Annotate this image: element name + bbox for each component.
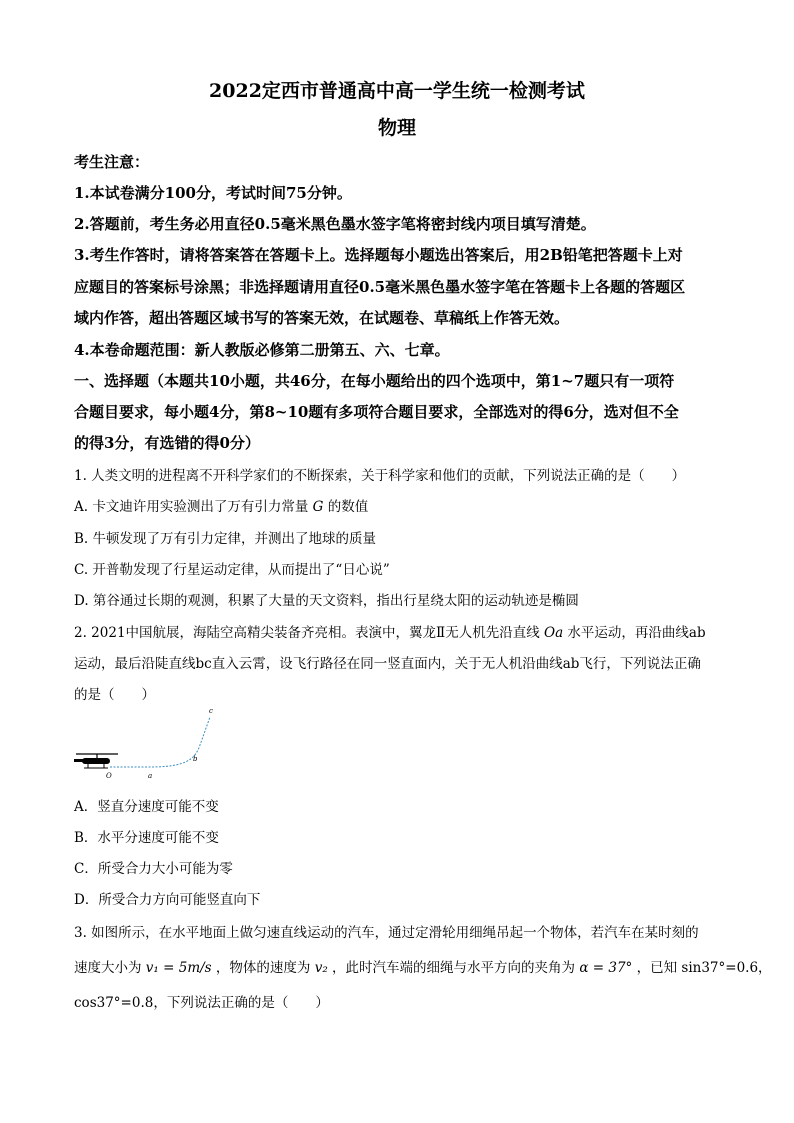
exam-title: 2022定西市普通高中高一学生统一检测考试: [209, 80, 585, 102]
figure-label-a: a: [148, 772, 153, 780]
q2-option-d: D．所受合力方向可能竖直向下: [74, 892, 261, 908]
q3-v2: v₂: [314, 960, 328, 976]
q3-text-3: ，此时汽车端的细绳与水平方向的夹角为: [332, 960, 576, 976]
drone-path-figure: [70, 705, 230, 785]
section1-line-3: 的得3分，有选错的得0分）: [74, 434, 260, 452]
section1-line-2: 合题目要求，每小题4分，第8~10题有多项符合题目要求，全部选对的得6分，选对但不全: [74, 403, 679, 421]
q3-stem-line-2: [74, 956, 772, 976]
q3-alpha: α = 37°: [579, 960, 633, 976]
q3-v1: v₁ = 5m/s: [145, 960, 212, 976]
q1-option-a-text: A. 卡文迪许用实验测出了万有引力常量: [74, 499, 309, 515]
notice-item-3-cont2: 域内作答，超出答题区域书写的答案无效，在试题卷、草稿纸上作答无效。: [74, 309, 570, 327]
q2-option-b: B．水平分速度可能不变: [74, 830, 219, 846]
notice-heading: 考生注意：: [74, 153, 150, 171]
q2-stem-var: Oa: [544, 625, 564, 641]
figure-label-o: O: [106, 772, 112, 780]
q1-option-b: B. 牛顿发现了万有引力定律，并测出了地球的质量: [74, 531, 377, 547]
notice-item-1: 1.本试卷满分100分，考试时间75分钟。: [74, 184, 352, 202]
figure-label-c: c: [209, 707, 213, 715]
q1-option-a-var: G: [312, 499, 324, 515]
q2-stem-text-end: 水平运动，再沿曲线ab: [567, 625, 706, 641]
subject-title: 物理: [377, 117, 416, 139]
notice-item-3-cont: 应题目的答案标号涂黑；非选择题请用直径0.5毫米黑色墨水签字笔在答题卡上各题的答题区: [74, 278, 686, 296]
q1-stem: 1. 人类文明的进程离不开科学家们的不断探索，关于科学家和他们的贡献，下列说法正确的是（ ）: [74, 468, 686, 484]
q1-option-a-text-end: 的数值: [327, 499, 369, 515]
q3-text-4: ，已知 sin37°=0.6，: [636, 960, 772, 976]
q2-option-c: C．所受合力大小可能为零: [74, 861, 233, 877]
notice-item-4: 4.本卷命题范围：新人教版必修第二册第五、六、七章。: [74, 341, 450, 359]
drone-icon: [74, 754, 118, 768]
q2-stem-line-3: 的是（ ）: [74, 687, 155, 703]
q2-option-a: A．竖直分速度可能不变: [74, 799, 219, 815]
q3-text-1: 速度大小为: [74, 960, 142, 976]
q2-stem-line-2: 运动，最后沿陡直线bc直入云霄，设飞行路径在同一竖直面内，关于无人机沿曲线ab飞行，下列说法正确: [74, 656, 701, 672]
notice-item-3: 3.考生作答时，请将答案答在答题卡上。选择题每小题选出答案后，用2B铅笔把答题卡上对: [74, 246, 683, 264]
q1-option-a: [74, 495, 368, 515]
section1-line-1: 一、选择题（本题共10小题，共46分，在每小题给出的四个选项中，第1~7题只有一项符: [74, 372, 675, 390]
figure-label-b: b: [193, 755, 198, 763]
q3-stem-line-3: cos37°=0.8，下列说法正确的是（ ）: [74, 995, 329, 1011]
q3-stem-line-1: 3. 如图所示，在水平地面上做匀速直线运动的汽车，通过定滑轮用细绳吊起一个物体，若汽车在某时刻的: [74, 925, 699, 941]
notice-item-2: 2.答题前，考生务必用直径0.5毫米黑色墨水签字笔将密封线内项目填写清楚。: [74, 215, 596, 233]
q1-option-c: C. 开普勒发现了行星运动定律，从而提出了“日心说”: [74, 562, 390, 578]
q3-text-2: ，物体的速度为: [215, 960, 311, 976]
q2-stem-text: 2. 2021中国航展，海陆空高精尖装备齐亮相。表演中，翼龙Ⅱ无人机先沿直线: [74, 625, 540, 641]
q2-stem-line-1: [74, 621, 706, 641]
q1-option-d: D. 第谷通过长期的观测，积累了大量的天文资料，指出行星绕太阳的运动轨迹是椭圆: [74, 593, 579, 609]
